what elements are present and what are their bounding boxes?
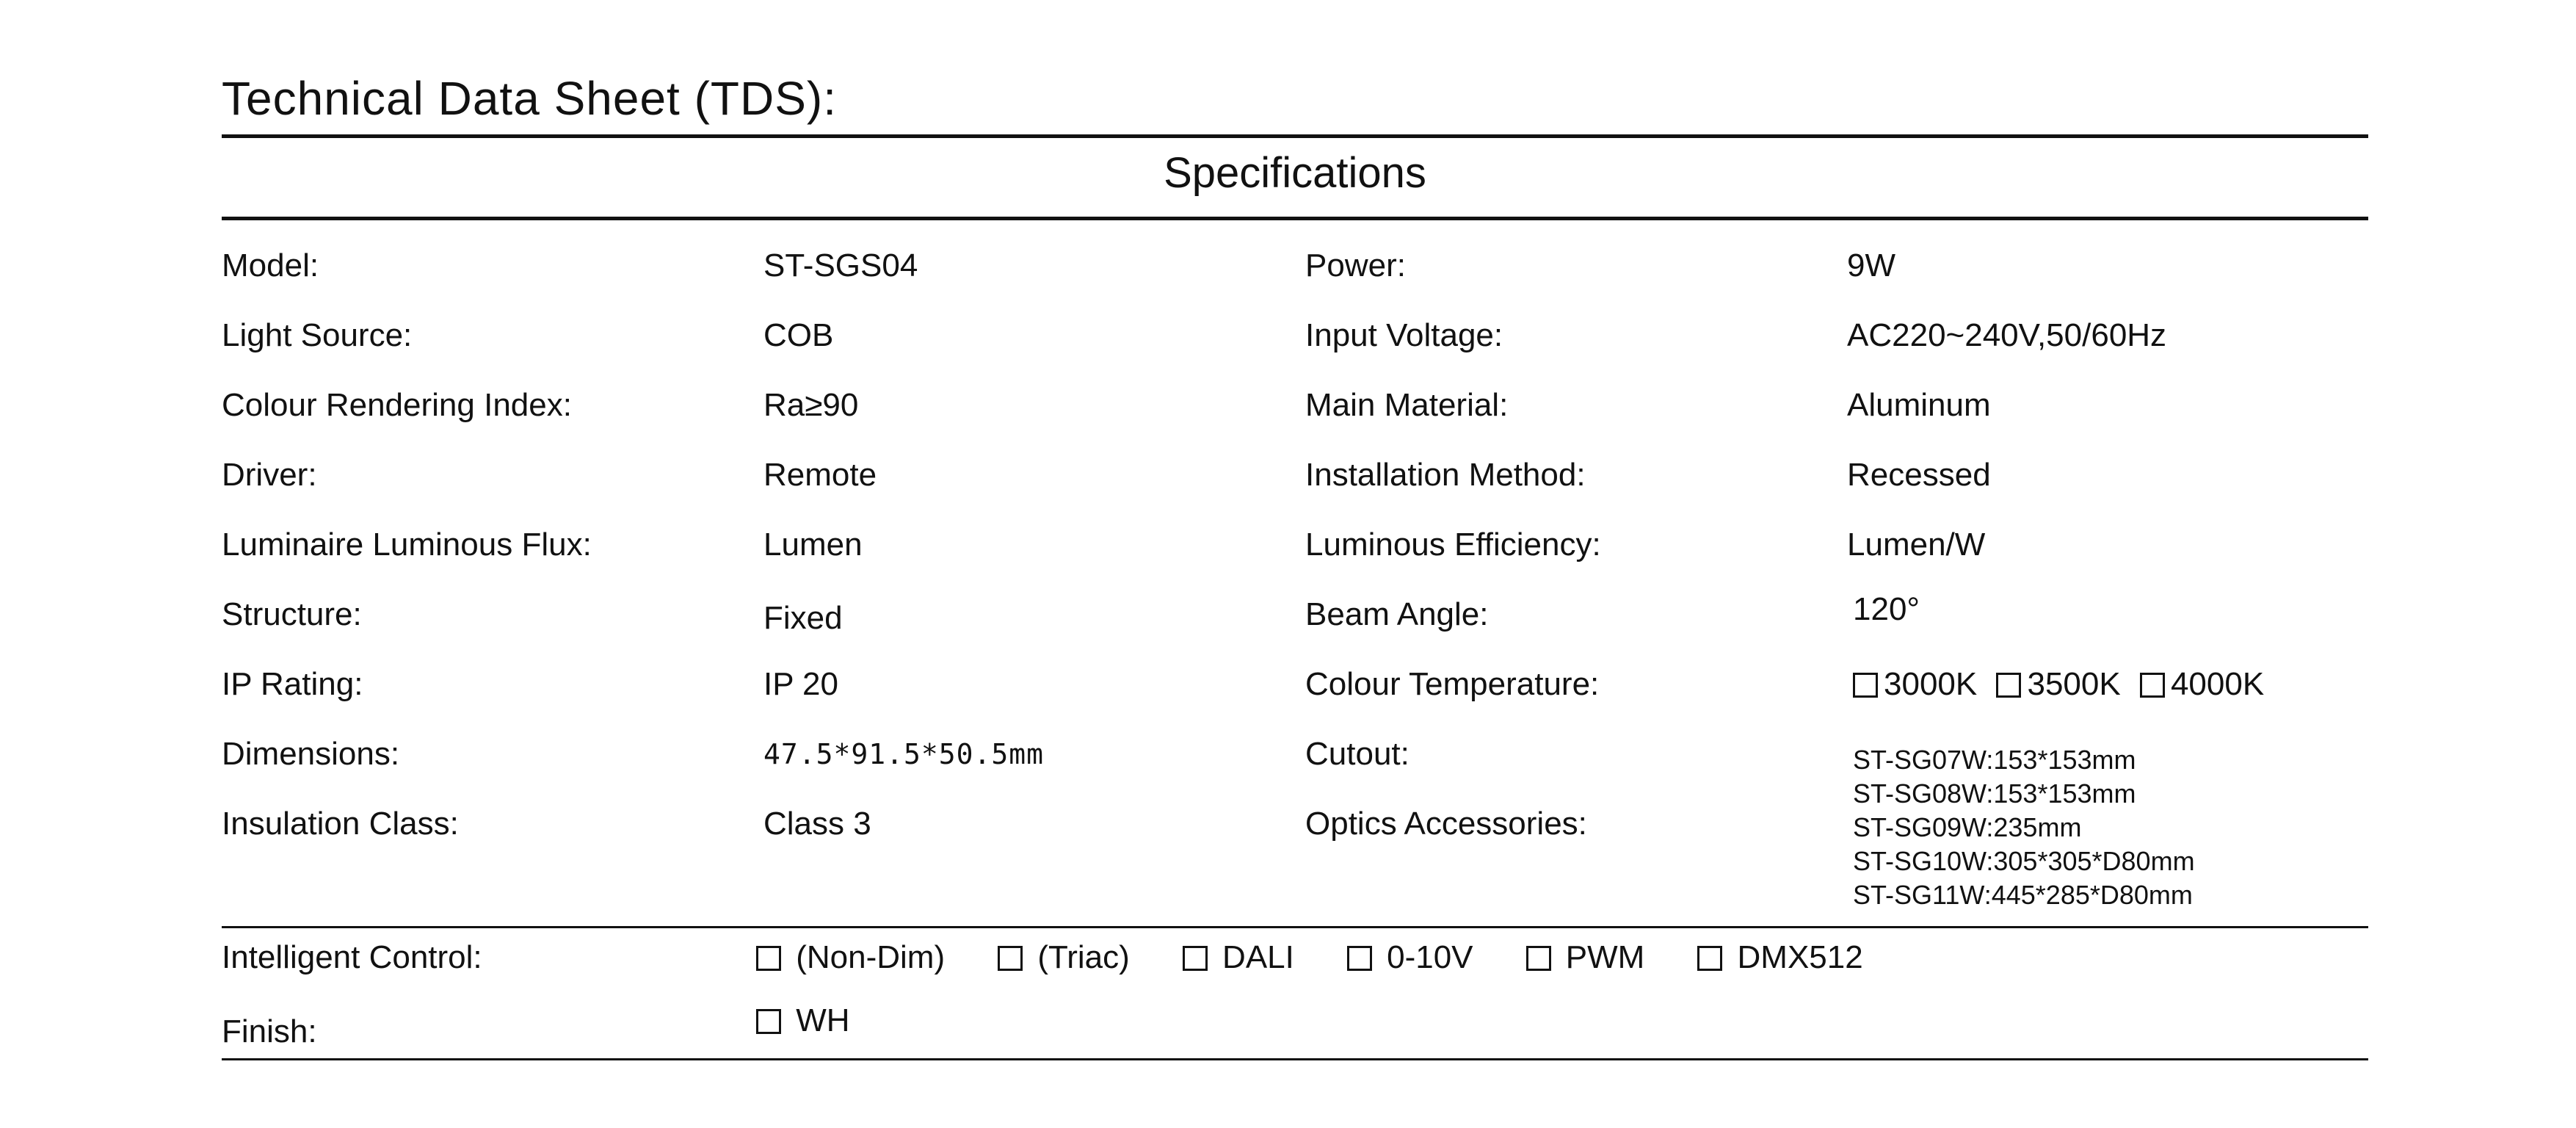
control-option-0-10v[interactable] xyxy=(1347,936,1473,980)
checkbox-icon[interactable] xyxy=(1697,946,1722,971)
control-option-label: PWM xyxy=(1565,939,1645,975)
spec-label-ip-rating: IP Rating: xyxy=(222,666,363,702)
spec-value-dimensions: 47.5*91.5*50.5mm xyxy=(763,738,1045,770)
spec-value-model: ST-SGS04 xyxy=(763,247,918,283)
control-option-label: (Triac) xyxy=(1037,939,1130,975)
spec-label-luminous-efficiency: Luminous Efficiency: xyxy=(1305,527,1601,563)
checkbox-icon[interactable] xyxy=(1347,946,1372,971)
spec-label-light-source: Light Source: xyxy=(222,317,413,353)
control-option-label: DALI xyxy=(1222,939,1294,975)
checkbox-icon[interactable] xyxy=(2140,673,2165,698)
finish-option-label: WH xyxy=(796,1002,850,1038)
control-option-dali[interactable] xyxy=(1183,936,1294,980)
colour-temp-option-3000k[interactable] xyxy=(1853,662,1977,706)
colour-temp-option-4000k[interactable] xyxy=(2140,662,2264,706)
spec-value-structure: Fixed xyxy=(763,600,843,636)
checkbox-icon[interactable] xyxy=(1996,673,2021,698)
control-option-pwm[interactable] xyxy=(1526,936,1645,980)
intelligent-control-label: Intelligent Control: xyxy=(222,939,482,975)
spec-label-optics: Optics Accessories: xyxy=(1305,806,1587,842)
checkbox-icon[interactable] xyxy=(756,946,781,971)
finish-options xyxy=(756,999,903,1043)
control-rule xyxy=(222,926,2368,928)
spec-value-power: 9W xyxy=(1847,247,1895,283)
spec-value-light-source: COB xyxy=(763,317,834,353)
spec-label-main-material: Main Material: xyxy=(1305,387,1509,423)
checkbox-icon[interactable] xyxy=(1853,673,1878,698)
colour-temp-label: 3000K xyxy=(1884,666,1978,702)
finish-option-wh[interactable] xyxy=(756,999,850,1043)
section-rule xyxy=(222,217,2368,220)
spec-label-model: Model: xyxy=(222,247,319,283)
spec-label-installation: Installation Method: xyxy=(1305,457,1586,493)
spec-value-cri: Ra≥90 xyxy=(763,387,859,423)
document-heading: Technical Data Sheet (TDS): xyxy=(222,72,837,125)
spec-value-beam-angle: 120° xyxy=(1853,591,1920,627)
spec-value-driver: Remote xyxy=(763,457,877,493)
spec-label-colour-temperature: Colour Temperature: xyxy=(1305,666,1600,702)
checkbox-icon[interactable] xyxy=(1526,946,1551,971)
spec-value-luminous-flux: Lumen xyxy=(763,527,863,563)
spec-label-cutout: Cutout: xyxy=(1305,736,1409,772)
spec-label-dimensions: Dimensions: xyxy=(222,736,400,772)
checkbox-icon[interactable] xyxy=(756,1009,781,1034)
spec-value-luminous-efficiency: Lumen/W xyxy=(1847,527,1986,563)
spec-label-input-voltage: Input Voltage: xyxy=(1305,317,1503,353)
spec-label-driver: Driver: xyxy=(222,457,317,493)
optics-value-2: ST-SG09W:235mm xyxy=(1853,812,2082,842)
spec-value-main-material: Aluminum xyxy=(1847,387,1991,423)
optics-value-0: ST-SG07W:153*153mm xyxy=(1853,745,2136,775)
optics-value-3: ST-SG10W:305*305*D80mm xyxy=(1853,846,2195,876)
spec-value-ip-rating: IP 20 xyxy=(763,666,838,702)
intelligent-control-options xyxy=(756,936,1916,980)
spec-label-luminous-flux: Luminaire Luminous Flux: xyxy=(222,527,592,563)
section-title: Specifications xyxy=(1164,149,1426,197)
checkbox-icon[interactable] xyxy=(998,946,1023,971)
spec-label-beam-angle: Beam Angle: xyxy=(1305,596,1489,632)
control-option-label: 0-10V xyxy=(1387,939,1473,975)
spec-value-input-voltage: AC220~240V,50/60Hz xyxy=(1847,317,2167,353)
control-option-label: (Non-Dim) xyxy=(796,939,946,975)
spec-value-insulation: Class 3 xyxy=(763,806,871,842)
checkbox-icon[interactable] xyxy=(1183,946,1208,971)
colour-temp-label: 3500K xyxy=(2027,666,2121,702)
optics-value-1: ST-SG08W:153*153mm xyxy=(1853,778,2136,809)
control-option-non-dim[interactable] xyxy=(756,936,945,980)
control-option-triac[interactable] xyxy=(998,936,1130,980)
spec-label-structure: Structure: xyxy=(222,596,362,632)
finish-label: Finish: xyxy=(222,1013,317,1049)
spec-label-power: Power: xyxy=(1305,247,1406,283)
colour-temperature-options xyxy=(1853,662,2264,706)
colour-temp-option-3500k[interactable] xyxy=(1996,662,2120,706)
spec-label-insulation: Insulation Class: xyxy=(222,806,459,842)
colour-temp-label: 4000K xyxy=(2170,666,2265,702)
heading-rule xyxy=(222,134,2368,138)
control-option-label: DMX512 xyxy=(1737,939,1863,975)
spec-label-cri: Colour Rendering Index: xyxy=(222,387,572,423)
control-option-dmx512[interactable] xyxy=(1697,936,1862,980)
spec-value-installation: Recessed xyxy=(1847,457,1991,493)
optics-value-4: ST-SG11W:445*285*D80mm xyxy=(1853,880,2193,910)
bottom-rule xyxy=(222,1058,2368,1060)
